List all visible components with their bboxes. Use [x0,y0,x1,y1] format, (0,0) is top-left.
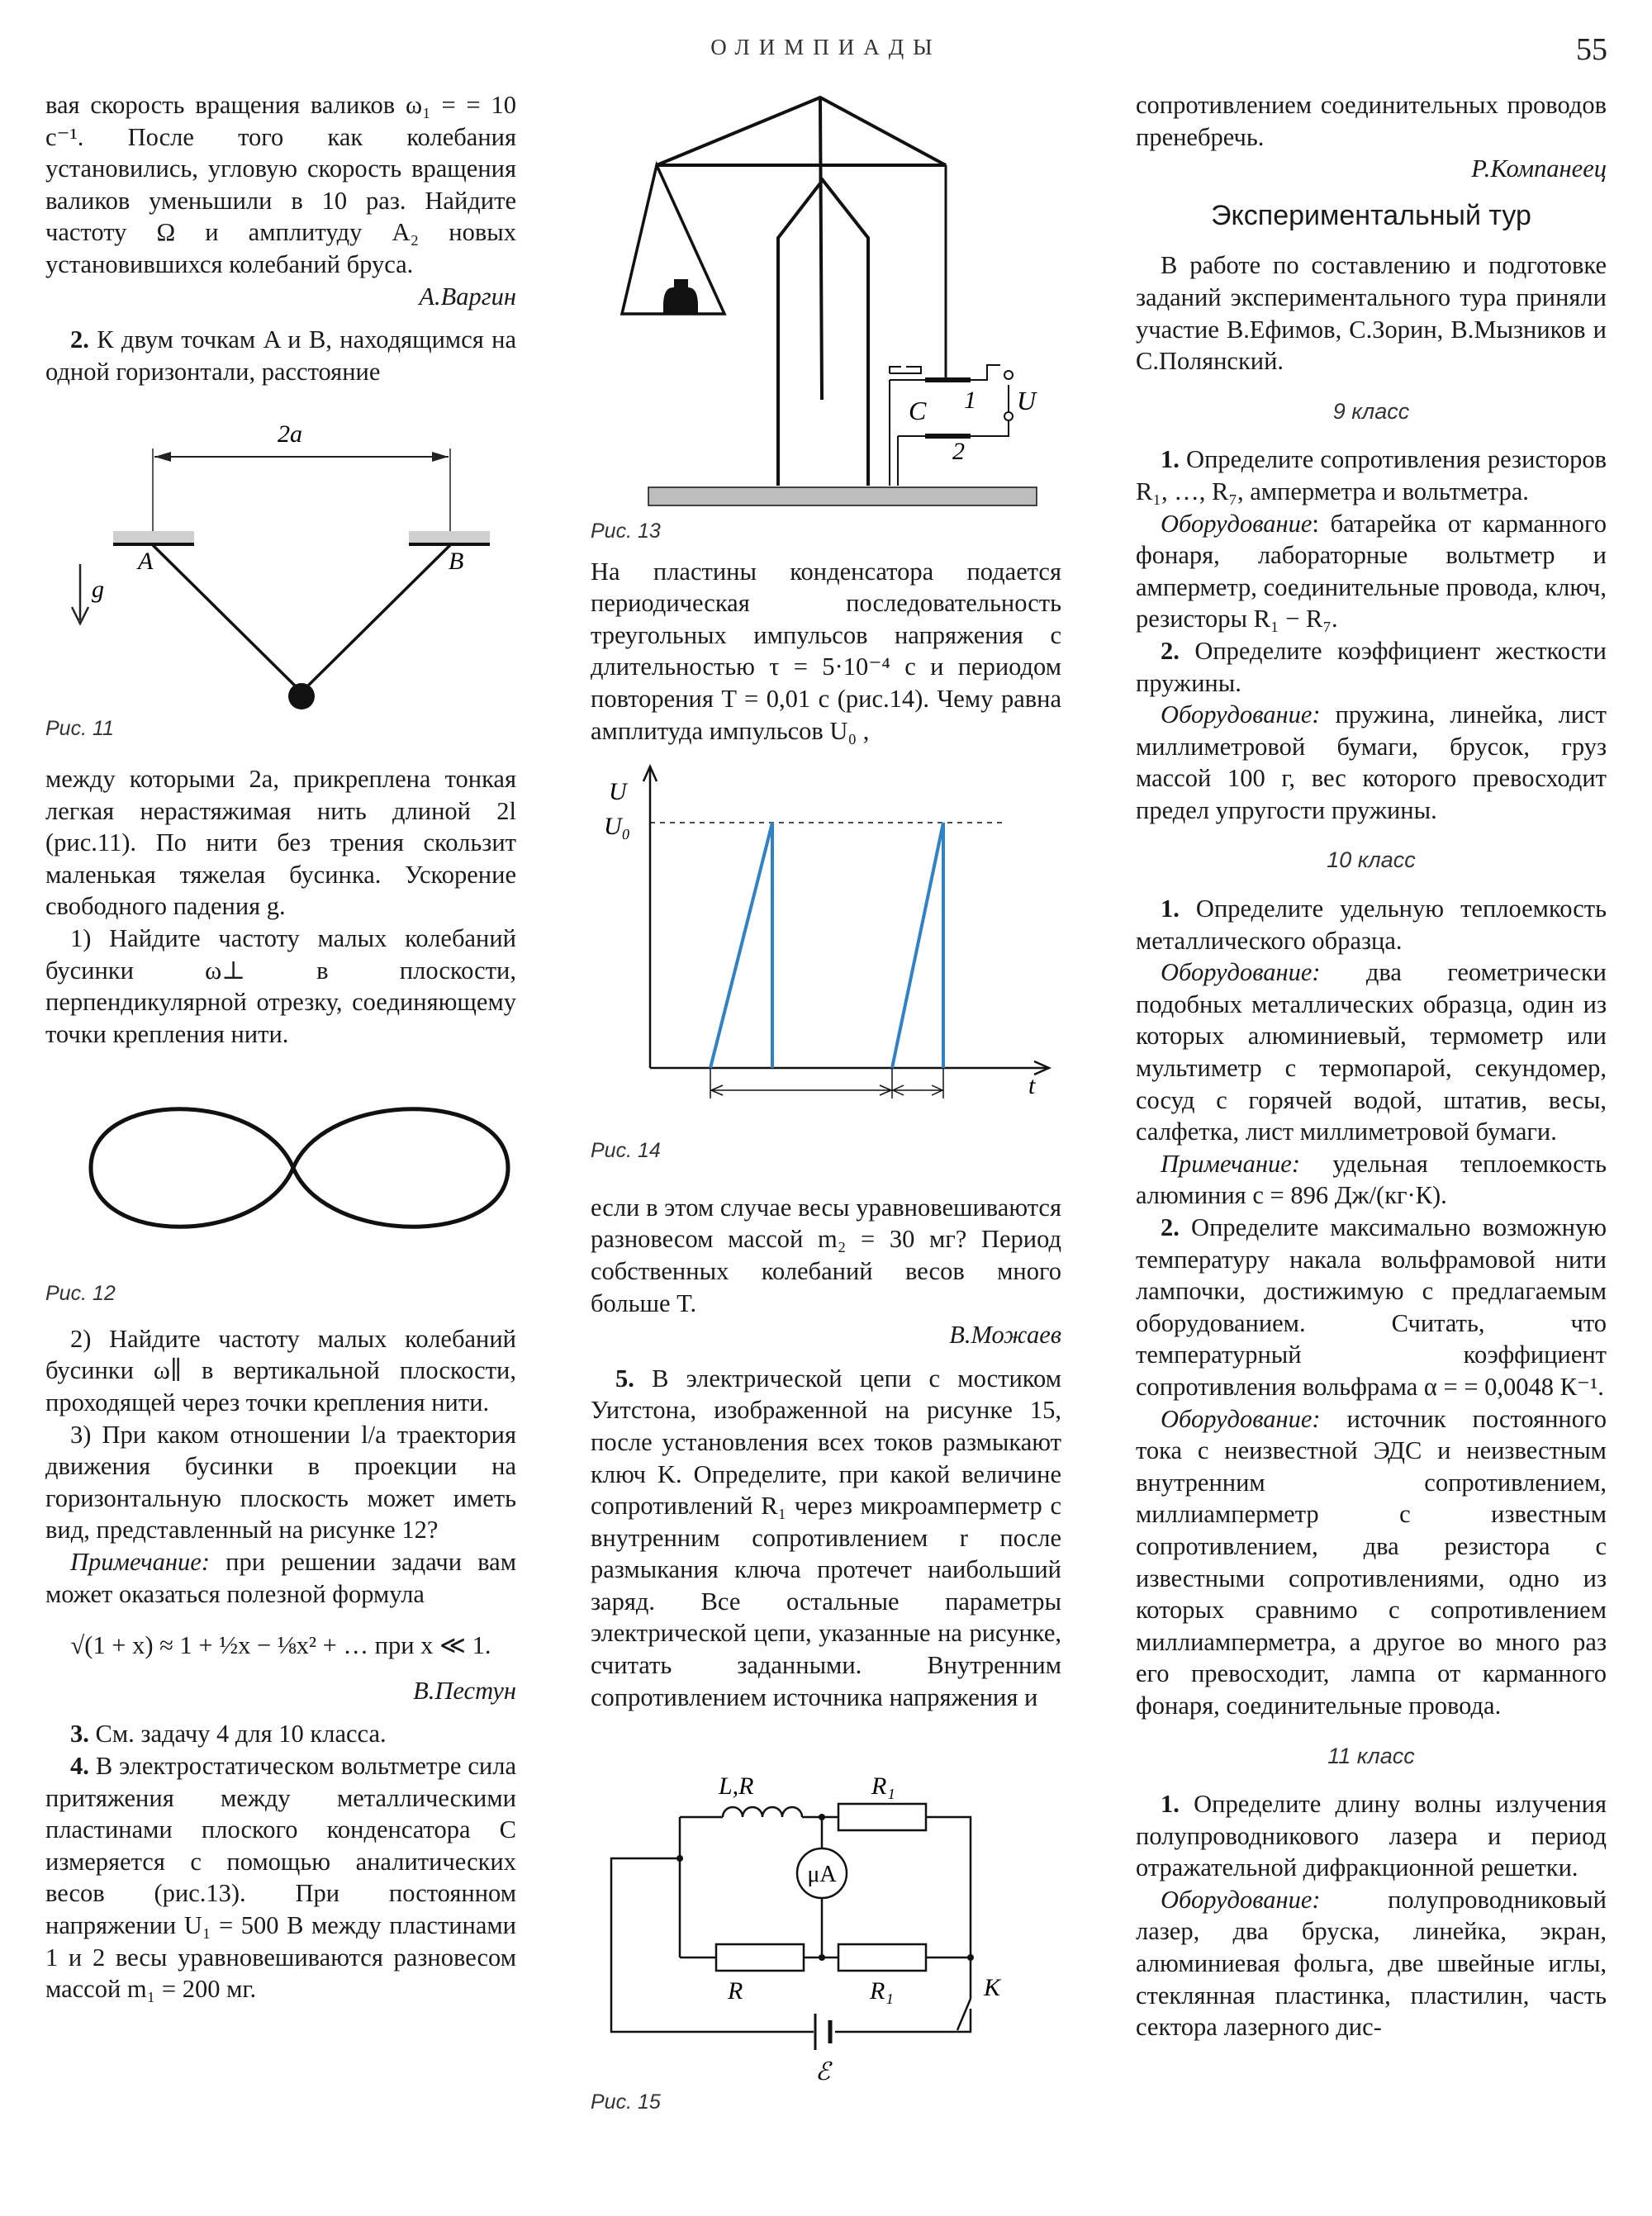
task-number: 1. [1161,894,1180,923]
equipment-label: Оборудование: [1161,700,1321,729]
label-B: B [449,548,464,576]
axis-label-U0: U₀ [604,813,631,841]
pulse-1 [710,823,772,1068]
equipment-11-1 [1136,1884,1607,2043]
note [45,1546,516,1610]
grade-heading-10: 10 класс [1327,847,1416,873]
label-E: ℰ [815,2058,831,2086]
pulse-plot [643,766,1049,1099]
axis-label-t: t [1028,1072,1036,1100]
axis-label-U: U [609,778,627,806]
label-2a: 2a [278,420,302,448]
equipment-label: Оборудование: [1161,1885,1321,1914]
label-C: C [909,396,927,425]
figure-12-caption: Рис. 12 [45,1282,116,1306]
figure-14-caption: Рис. 14 [591,1139,661,1163]
label-2: 2 [952,438,965,465]
figure-13 [591,89,1061,519]
pulse-2 [892,823,943,1068]
problem-4 [45,1750,516,2005]
equipment-text: полупроводниковый лазер, два бруска, линейка, экран, алюминиевая фольга, две швейные иглы, стеклянная пластинка, пластилин, часть сектора лазерного дис- [1136,1885,1607,2042]
figure-15-caption: Рис. 15 [591,2090,661,2114]
equipment-text: пружина, линейка, лист миллиметровой бумаги, брусок, груз массой 100 г, вес которого превосходит предел упругости пружины. [1136,700,1607,824]
equipment-label: Оборудование: [1161,1404,1321,1433]
paragraph: На пластины конденсатора подается периодическая последовательность треугольных импульсов напряжения с длительностью τ = 5·10⁻⁴ с и периодом повторения T = 0,01 с (рис.14). Чему равна амплитуда импульсов U₀ , [591,557,1061,745]
problem-number: 5. [615,1364,634,1393]
column-1 [45,89,516,2005]
equipment-text: два геометрически подобных металлических образца, один из которых алюминиевый, термометр или мультиметр с термопарой, секундомер, сосуд с горячей водой, штатив, весы, салфетка, лист миллиметровой бумаги. [1136,958,1607,1146]
page-number: 55 [1576,32,1607,67]
problem-3 [45,1718,516,1750]
label-A: A [138,548,154,576]
label-K: K [984,1974,1001,2002]
question-1: 1) Найдите частоту малых колебаний бусинки ω⊥ в плоскости, перпендикулярной отрезку, соединяющему точки крепления нити. [45,923,516,1048]
task-text: Определите удельную теплоемкость металлического образца. [1136,894,1607,955]
figure-13-caption: Рис. 13 [591,520,661,543]
column-2 [591,89,1061,2119]
task-number: 2. [1161,1213,1180,1241]
problem-text: В электростатическом вольтметре сила притяжения между металлическими пластинами плоского конденсатора C измеряется с помощью аналитических весов (рис.13). При постоянном напряжении U₁ = 500 В между пластинами 1 и 2 весы уравновешиваются разновесом массой m₁ = 200 мг. [45,1752,517,2004]
section-heading: Экспериментальный тур [1211,199,1531,231]
paragraph: между которыми 2a, прикреплена тонкая легкая нерастяжимая нить длиной 2l (рис.11). По нити без трения скользит маленькая тяжелая бусинка. Ускорение свободного падения g. [45,764,516,921]
figure-14 [591,758,1061,1138]
task-9-2 [1136,635,1607,699]
problem-number: 2. [70,325,89,354]
author-signature: А.Варгин [419,282,516,311]
figure-11-caption: Рис. 11 [45,717,114,741]
label-LR: L,R [719,1772,754,1801]
task-number: 2. [1161,636,1180,665]
label-g: g [92,576,104,604]
question-3: 3) При каком отношении l/a траектория движения бусинки в проекции на горизонтальную плоскость может иметь вид, представленный на рисунке 12? [45,1420,516,1545]
equipment-label: Оборудование [1161,509,1313,538]
label-uA: μA [807,1862,837,1888]
equipment-10-1 [1136,956,1607,1148]
task-text: Определите коэффициент жесткости пружины. [1136,636,1607,697]
problem-2 [45,324,516,387]
column-3 [1136,89,1607,2043]
task-10-1 [1136,893,1607,956]
task-9-1 [1136,444,1607,507]
equipment-text: источник постоянного тока с неизвестной ЭДС и неизвестным внутренним сопротивлением, миллиамперметр с известным сопротивлением, два резистора с известными сопротивлениями, одно из которых сравнимо с сопротивлением миллиамперметра, а другое во много раз его превосходит, лампа от карманного фонаря, соединительные провода. [1136,1404,1607,1720]
label-U: U [1017,386,1037,415]
author-signature: Р.Компанеец [1471,154,1607,183]
task-10-2 [1136,1212,1607,1403]
note-label: Примечание: [70,1548,211,1577]
author-signature: В.Пестун [413,1676,516,1705]
note-label: Примечание: [1161,1149,1301,1178]
note-text: удельная теплоемкость алюминия c = 896 Дж/(кг·К). [1136,1149,1607,1210]
grade-heading-11: 11 класс [1327,1743,1415,1768]
formula: √(1 + x) ≈ 1 + ½x − ⅛x² + … при x ≪ 1. [70,1631,491,1660]
label-1: 1 [964,387,976,414]
problem-text: См. задачу 4 для 10 класса. [95,1720,387,1749]
grade-heading-9: 9 класс [1332,398,1410,424]
task-11-1 [1136,1788,1607,1884]
running-header: ОЛИМПИАДЫ [710,35,942,59]
task-text: Определите максимально возможную температуру накала вольфрамовой нити лампочки, достижимую с предлагаемым оборудованием. Считать, что температурный коэффициент сопротивления вольфрама α = = 0,0048 К⁻¹. [1136,1213,1607,1401]
problem-5 [591,1363,1061,1714]
paragraph: вая скорость вращения валиков ω₁ = = 10 с⁻¹. После того как колебания установились, угловую скорость вращения валиков уменьшили в 10 раз. Найдите частоту Ω и амплитуду A₂ новых установившихся колебаний бруса. [45,91,516,278]
paragraph: В работе по составлению и подготовке заданий экспериментального тура приняли участие В.Ефимов, С.Зорин, В.Мызников и С.Полянский. [1136,251,1607,376]
figure-11 [45,399,516,729]
task-number: 1. [1161,445,1180,474]
problem-number: 4. [70,1752,89,1780]
author-signature: В.Можаев [949,1321,1061,1350]
equipment-9-2 [1136,699,1607,826]
note-text: при решении задачи вам может оказаться полезной формула [45,1548,517,1608]
paragraph: если в этом случае весы уравновешиваются разновесом массой m₂ = 30 мг? Период собственных колебаний весов много больше T. [591,1193,1061,1317]
task-number: 1. [1161,1790,1180,1819]
task-text: Определите длину волны излучения полупроводникового лазера и период отражательной дифракционной решетки. [1136,1790,1607,1882]
label-R1-top: R₁ [871,1772,895,1801]
question-2: 2) Найдите частоту малых колебаний бусинки ω∥ в вертикальной плоскости, проходящей через точки крепления нити. [45,1324,516,1417]
equipment-9-1 [1136,508,1607,635]
label-R1-bottom: R₁ [870,1977,894,2005]
note-10 [1136,1148,1607,1212]
figure-12 [45,1065,516,1271]
equipment-10-2 [1136,1403,1607,1722]
equipment-label: Оборудование: [1161,958,1321,987]
figure-15 [591,1751,1061,2098]
task-text: Определите сопротивления резисторов R₁, …, R₇, амперметра и вольтметра. [1136,445,1607,505]
equipment-text: : батарейка от карманного фонаря, лабораторные вольтметр и амперметр, соединительные провода, ключ, резисторы R₁ − R₇. [1136,509,1607,633]
problem-number: 3. [70,1720,89,1749]
problem-text: К двум точкам A и B, находящимся на одной горизонтали, расстояние [45,325,517,386]
paragraph: сопротивлением соединительных проводов пренебречь. [1136,91,1607,151]
problem-text: В электрической цепи с мостиком Уитстона, изображенной на рисунке 15, после установления всех токов размыкают ключ K. Определите, при какой величине сопротивлений R₁ через микроамперметр с внутренним сопротивлением r после размыкания ключа протечет наибольший заряд. Все остальные параметры электрической цепи, указанные на рисунке, считать заданными. Внутренним сопротивлением источника напряжения и [591,1364,1062,1711]
label-R: R [728,1977,743,2005]
bead [288,683,315,709]
